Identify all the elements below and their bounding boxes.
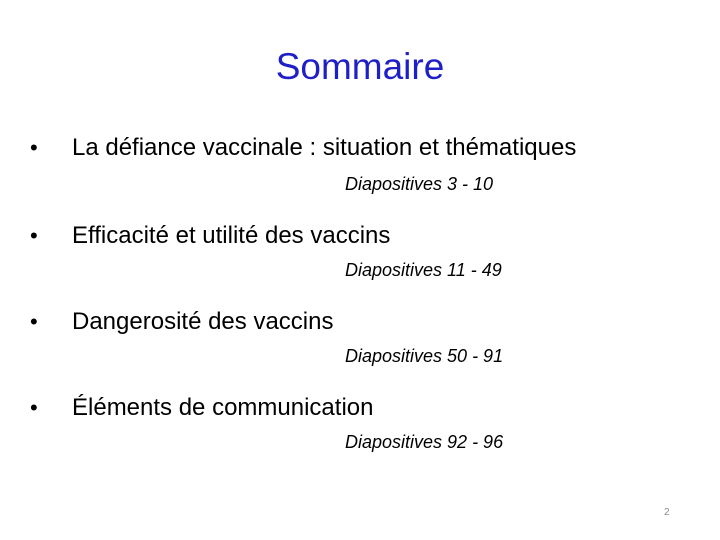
- toc-item-slides: Diapositives 92 - 96: [345, 432, 504, 452]
- toc-item: [0, 133, 720, 163]
- toc-item-label: Efficacité et utilité des vaccins: [72, 222, 391, 249]
- toc-item-slides: Diapositives 3 - 10: [345, 174, 494, 194]
- toc-item-slides: Diapositives 50 - 91: [345, 346, 504, 366]
- toc-item-label: Éléments de communication: [72, 394, 374, 421]
- bullet: •: [30, 309, 38, 334]
- slide-title: Sommaire: [275, 46, 445, 87]
- bullet: •: [30, 395, 38, 420]
- bullet: •: [30, 223, 38, 248]
- page-number: 2: [664, 507, 670, 518]
- toc-item-label: Dangerosité des vaccins: [72, 308, 334, 335]
- toc-item: [0, 221, 720, 251]
- toc-item-slides: Diapositives 11 - 49: [345, 260, 502, 280]
- toc-item: [0, 307, 720, 337]
- toc-item: [0, 393, 720, 423]
- toc-item-label: La défiance vaccinale : situation et thématiques: [72, 134, 577, 161]
- bullet: •: [30, 135, 38, 160]
